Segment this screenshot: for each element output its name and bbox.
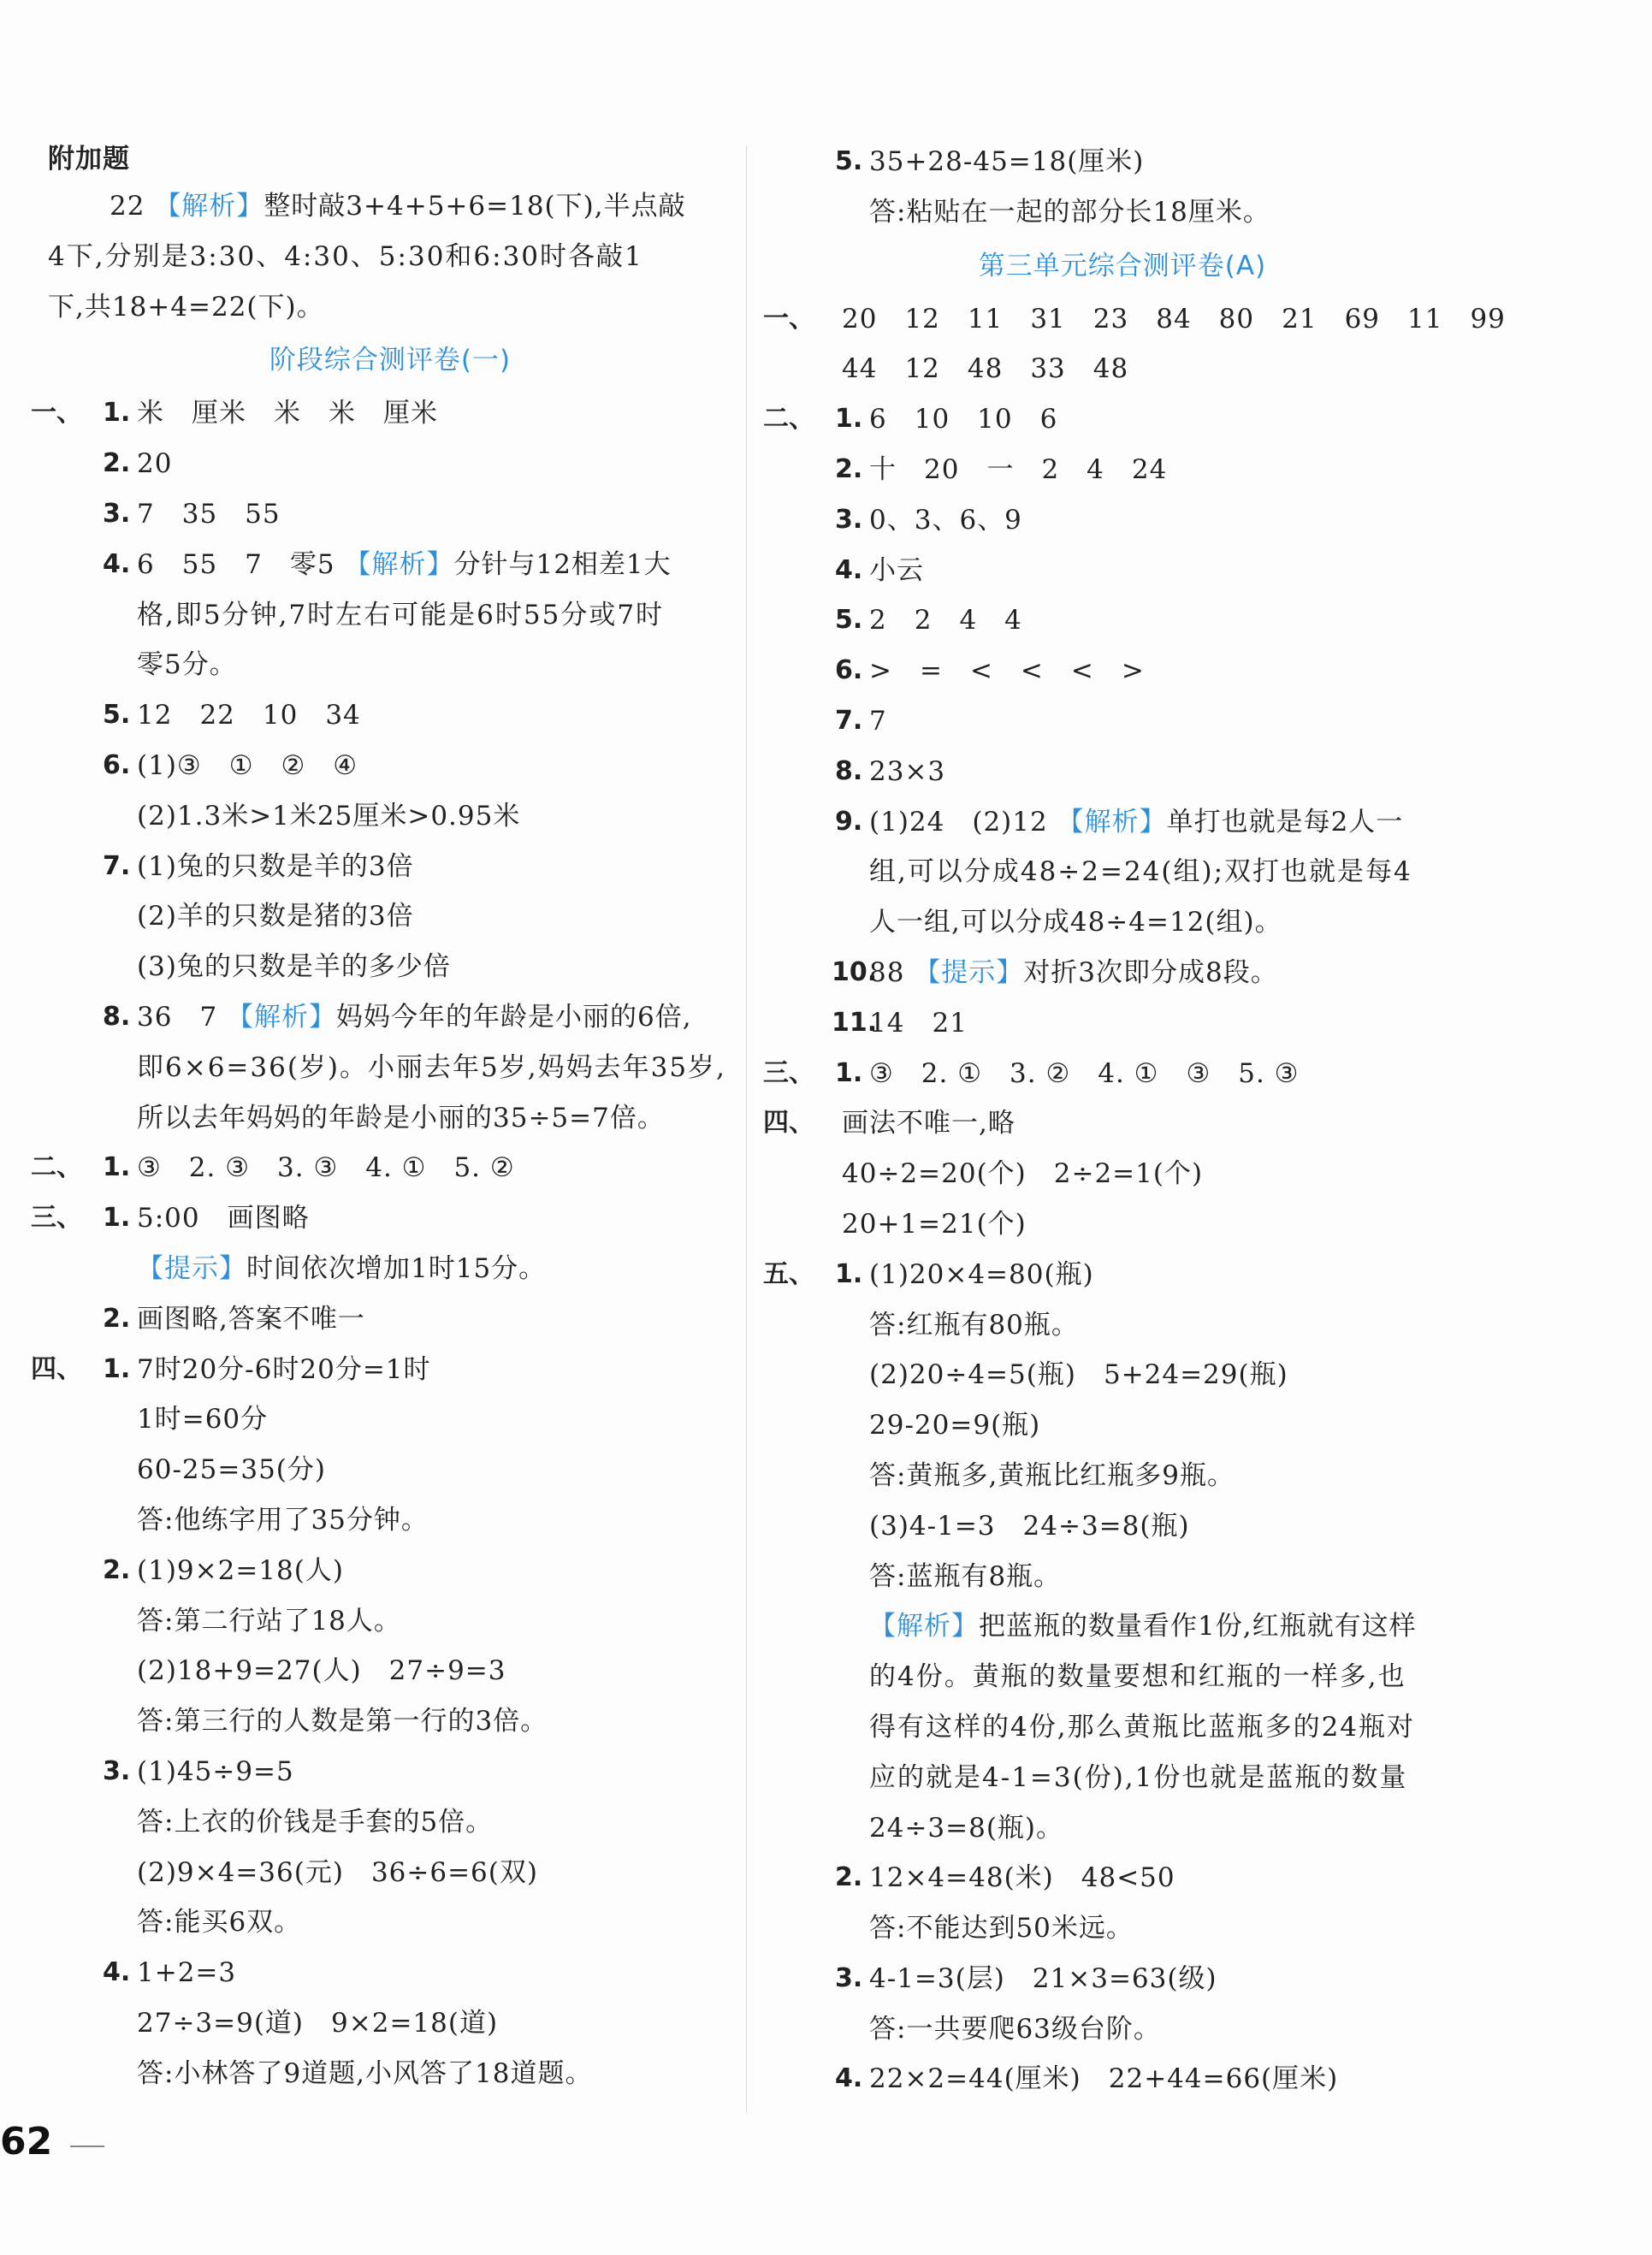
answer-line — [780, 998, 1465, 1049]
question-number: 4. — [835, 554, 863, 585]
answer-line — [763, 1250, 1465, 1300]
answer-line — [780, 1300, 1465, 1351]
answer-text — [137, 1294, 365, 1345]
answer-line — [780, 897, 1465, 948]
question-number: 11. — [832, 1007, 878, 1038]
answer-value: 20+1=21(个) — [842, 1208, 1027, 1240]
answer-line — [780, 1803, 1465, 1854]
right-column — [763, 137, 1506, 2104]
answer-value: (1)9×2=18(人) — [137, 1554, 344, 1586]
answer-text — [137, 942, 451, 992]
answer-line — [48, 1294, 732, 1345]
answer-text — [137, 1445, 326, 1495]
answer-value: 的4份。黄瓶的数量要想和红瓶的一样多,也 — [869, 1661, 1406, 1693]
section-label: 二、 — [31, 1152, 82, 1183]
answer-value: 组,可以分成48÷2=24(组);双打也就是每4 — [869, 856, 1412, 888]
answer-value: 答:小林答了9道题,小风答了18道题。 — [137, 2057, 593, 2089]
answer-line — [48, 1596, 732, 1647]
page-number: 62 — [0, 2120, 53, 2163]
question-number: 3. — [835, 1962, 863, 1993]
answer-value: 20 — [137, 448, 173, 480]
answer-text — [137, 540, 672, 590]
answer-value: 6 55 7 零5 — [137, 548, 345, 580]
answer-value: 60-25=35(分) — [137, 1454, 326, 1486]
answer-text — [842, 1199, 1027, 1250]
note-tag: 【解析】 — [869, 1611, 979, 1642]
answer-line — [780, 1552, 1465, 1602]
answer-line — [780, 344, 1465, 394]
answer-text — [869, 1954, 1217, 2004]
answer-text — [137, 1093, 665, 1144]
answer-text — [869, 1400, 1040, 1451]
answer-text — [137, 741, 358, 791]
answer-line — [780, 1652, 1465, 1702]
question-number: 6. — [103, 749, 131, 780]
answer-value: 20 12 11 31 23 84 80 21 69 11 99 — [842, 303, 1506, 334]
section-label: 三、 — [31, 1203, 82, 1234]
note-text: 时间依次增加1时15分。 — [246, 1252, 547, 1284]
question-number: 4. — [103, 548, 131, 579]
answer-line — [763, 1049, 1465, 1099]
question-number: 2. — [835, 453, 863, 484]
answer-value: 答:蓝瓶有8瓶。 — [869, 1560, 1062, 1592]
answer-value: (2)9×4=36(元) 36÷6=6(双) — [137, 1856, 538, 1888]
answer-value: (1)24 (2)12 — [869, 806, 1057, 837]
section-label: 二、 — [763, 404, 814, 435]
answer-value: (1)兔的只数是羊的3倍 — [137, 850, 414, 882]
answer-text — [869, 595, 1022, 646]
section-heading: 附加题 — [48, 144, 130, 175]
answer-line — [48, 1394, 732, 1445]
answer-line — [48, 942, 732, 992]
answer-value: 44 12 48 33 48 — [842, 353, 1129, 385]
question-number: 1. — [835, 1258, 863, 1289]
answer-text — [869, 1552, 1061, 1602]
answer-line — [48, 1948, 732, 1998]
answer-text — [869, 1601, 1417, 1652]
answer-line — [780, 1451, 1465, 1501]
answer-line — [780, 1601, 1465, 1652]
answer-value: 22×2=44(厘米) 22+44=66(厘米) — [869, 2063, 1339, 2095]
answer-text — [137, 1797, 493, 1848]
answer-line — [48, 1696, 732, 1747]
answer-value: ③ 2. ① 3. ② 4. ① ③ 5. ③ — [869, 1057, 1300, 1089]
answer-text — [137, 590, 664, 641]
answer-line — [31, 1345, 732, 1395]
answer-text — [869, 948, 1278, 998]
answer-value: 24÷3=8(瓶)。 — [869, 1812, 1064, 1844]
answer-line — [780, 1753, 1465, 1803]
answer-text — [137, 1193, 310, 1244]
answer-line — [763, 394, 1465, 445]
answer-text — [137, 2049, 592, 2099]
note-text: 把蓝瓶的数量看作1份,红瓶就有这样 — [979, 1611, 1417, 1642]
section-label: 五、 — [763, 1258, 814, 1289]
answer-text — [137, 1897, 301, 1948]
answer-value: 12×4=48(米) 48<50 — [869, 1862, 1175, 1894]
answer-text — [137, 1043, 726, 1093]
answer-value: 1时=60分 — [137, 1404, 269, 1435]
answer-line — [780, 1954, 1465, 2004]
answer-value: 格,即5分钟,7时左右可能是6时55分或7时 — [137, 599, 665, 630]
answer-line — [31, 388, 732, 439]
answer-line — [48, 741, 732, 791]
answer-value: 人一组,可以分成48÷4=12(组)。 — [869, 907, 1282, 938]
answer-text — [869, 1451, 1235, 1501]
question-number: 1. — [835, 1057, 863, 1088]
answer-line — [48, 842, 732, 892]
answer-line — [48, 590, 732, 641]
answer-value: 所以去年妈妈的年龄是小丽的35÷5=7倍。 — [137, 1102, 665, 1133]
answer-value: 米 厘米 米 米 厘米 — [137, 398, 438, 429]
answer-value: 4下,分别是3:30、4:30、5:30和6:30时各敲1 — [48, 240, 643, 272]
note-tag: 【提示】 — [137, 1252, 246, 1284]
answer-line — [48, 1747, 732, 1797]
note-text: 妈妈今年的年龄是小丽的6倍, — [336, 1001, 692, 1033]
note-text: 单打也就是每2人一 — [1166, 806, 1404, 837]
answer-line — [48, 1445, 732, 1495]
answer-line — [780, 2004, 1465, 2055]
answer-text — [869, 394, 1057, 445]
answer-text — [137, 1747, 294, 1797]
answer-line — [780, 847, 1465, 897]
answer-text — [137, 1546, 344, 1596]
question-number: 2. — [103, 1554, 131, 1585]
answer-value: 零5分。 — [137, 649, 237, 681]
answer-text — [137, 439, 172, 489]
answer-value: 答:上衣的价钱是手套的5倍。 — [137, 1806, 494, 1838]
answer-line — [48, 791, 732, 842]
answer-value: 27÷3=9(道) 9×2=18(道) — [137, 2007, 499, 2039]
answer-line — [780, 797, 1465, 848]
answer-text — [137, 1596, 401, 1647]
answer-text — [869, 1853, 1175, 1903]
answer-text — [869, 1300, 1079, 1351]
question-number: 1. — [103, 1203, 131, 1234]
answer-line — [48, 232, 732, 282]
answer-line — [780, 1199, 1465, 1250]
answer-line — [48, 891, 732, 942]
answer-text — [869, 2004, 1161, 2055]
question-number: 5. — [835, 146, 863, 176]
answer-text — [869, 187, 1270, 238]
column-divider — [746, 145, 747, 2113]
answer-text — [48, 232, 643, 282]
question-number: 2. — [103, 1303, 131, 1334]
answer-value: 40÷2=20(个) 2÷2=1(个) — [842, 1158, 1204, 1190]
answer-text — [137, 891, 414, 942]
section-heading: 阶段综合测评卷(一) — [269, 345, 512, 376]
answer-line — [48, 1093, 732, 1144]
answer-line — [48, 690, 732, 741]
answer-line — [780, 1903, 1465, 1954]
answer-text — [137, 1998, 498, 2049]
answer-line — [48, 1043, 732, 1093]
answer-value: 答:一共要爬63级台阶。 — [869, 2013, 1161, 2045]
answer-value: 7 — [869, 705, 887, 737]
answer-value: (1)20×4=80(瓶) — [869, 1258, 1094, 1290]
answer-text — [869, 1501, 1190, 1552]
answer-value: 得有这样的4份,那么黄瓶比蓝瓶多的24瓶对 — [869, 1711, 1416, 1743]
answer-value: 答:红瓶有80瓶。 — [869, 1309, 1079, 1341]
answer-value: 应的就是4-1=3(份),1份也就是蓝瓶的数量 — [869, 1761, 1408, 1793]
answer-text — [137, 791, 520, 842]
note-text: 整时敲3+4+5+6=18(下),半点敲 — [263, 191, 686, 222]
answer-value: (1)③ ① ② ④ — [137, 749, 358, 781]
answer-line — [780, 187, 1465, 238]
answer-text — [137, 1696, 548, 1747]
answer-value: 答:黄瓶多,黄瓶比红瓶多9瓶。 — [869, 1459, 1235, 1491]
question-number: 3. — [103, 498, 131, 529]
answer-line — [48, 1646, 732, 1696]
question-number: 9. — [835, 806, 863, 837]
answer-value: 即6×6=36(岁)。小丽去年5岁,妈妈去年35岁, — [137, 1051, 726, 1083]
answer-line — [780, 595, 1465, 646]
answer-line — [780, 1350, 1465, 1400]
answer-text — [869, 2054, 1338, 2104]
answer-line — [780, 495, 1465, 546]
answer-value: (2)20÷4=5(瓶) 5+24=29(瓶) — [869, 1359, 1288, 1391]
answer-text — [137, 992, 692, 1043]
answer-line — [48, 1897, 732, 1948]
answer-line — [48, 1546, 732, 1596]
answer-value: (3)兔的只数是羊的多少倍 — [137, 951, 451, 983]
question-number: 5. — [103, 700, 131, 731]
answer-value: 下,共18+4=22(下)。 — [48, 291, 324, 323]
answer-line — [780, 646, 1465, 696]
answer-line — [48, 439, 732, 489]
answer-line — [48, 992, 732, 1043]
answer-line — [48, 1244, 732, 1294]
answer-text — [110, 181, 686, 232]
question-number: 1. — [103, 398, 131, 429]
answer-line — [780, 747, 1465, 797]
question-number: 7. — [835, 705, 863, 736]
answer-value: 答:第二行站了18人。 — [137, 1605, 401, 1637]
answer-value: 36 7 — [137, 1001, 228, 1033]
answer-value: 小云 — [869, 554, 924, 586]
answer-text — [137, 1495, 429, 1546]
answer-value: 12 22 10 34 — [137, 700, 361, 731]
answer-text — [869, 546, 924, 596]
answer-line — [48, 1797, 732, 1848]
note-tag: 【解析】 — [1057, 806, 1167, 837]
answer-value: 答:他练字用了35分钟。 — [137, 1504, 429, 1536]
question-number: 8. — [103, 1001, 131, 1032]
answer-value: 4-1=3(层) 21×3=63(级) — [869, 1962, 1217, 1994]
note-text: 分针与12相差1大 — [453, 548, 672, 580]
answer-line — [780, 1853, 1465, 1903]
answer-value: 1+2=3 — [137, 1957, 237, 1989]
answer-value: (2)羊的只数是猪的3倍 — [137, 901, 414, 932]
question-number: 2. — [835, 1862, 863, 1893]
answer-value: (2)18+9=27(人) 27÷9=3 — [137, 1655, 506, 1687]
answer-line — [780, 546, 1465, 596]
answer-value: 22 — [110, 191, 155, 222]
section-label: 四、 — [31, 1353, 82, 1384]
answer-text — [137, 690, 361, 741]
answer-line — [780, 1702, 1465, 1753]
answer-text — [869, 847, 1412, 897]
answer-value: 14 21 — [869, 1007, 968, 1039]
answer-value: 88 — [869, 956, 915, 988]
note-tag: 【解析】 — [154, 191, 264, 222]
question-number: 4. — [103, 1957, 131, 1988]
question-number: 4. — [835, 2063, 863, 2094]
answer-text — [137, 842, 414, 892]
answer-text — [842, 344, 1128, 394]
answer-text — [137, 1394, 268, 1445]
answer-value: 5:00 画图略 — [137, 1203, 310, 1234]
answer-line — [31, 1143, 732, 1193]
answer-line — [780, 137, 1465, 187]
answer-text — [869, 445, 1167, 495]
answer-value: ③ 2. ③ 3. ③ 4. ① 5. ② — [137, 1152, 515, 1184]
answer-value: 画图略,答案不唯一 — [137, 1303, 365, 1335]
answer-text — [137, 1143, 515, 1193]
answer-text — [137, 1848, 538, 1898]
question-number: 10. — [832, 956, 878, 987]
section-label: 一、 — [31, 398, 82, 429]
answer-value: (2)1.3米>1米25厘米>0.95米 — [137, 800, 521, 832]
note-tag: 【提示】 — [914, 956, 1024, 988]
note-text: 对折3次即分成8段。 — [1023, 956, 1278, 988]
answer-line — [780, 1400, 1465, 1451]
answer-text — [842, 1149, 1203, 1199]
answer-text — [869, 1803, 1063, 1854]
answer-text — [842, 294, 1506, 345]
answer-line — [48, 2049, 732, 2099]
answer-text — [869, 1903, 1134, 1954]
answer-value: 答:第三行的人数是第一行的3倍。 — [137, 1706, 548, 1737]
answer-line — [763, 294, 1506, 345]
answer-value: (3)4-1=3 24÷3=8(瓶) — [869, 1510, 1190, 1542]
question-number: 8. — [835, 755, 863, 786]
note-tag: 【解析】 — [227, 1001, 337, 1033]
question-number: 3. — [835, 504, 863, 535]
answer-text — [869, 1652, 1406, 1702]
answer-line — [48, 181, 732, 232]
answer-text — [842, 1098, 1015, 1149]
answer-value: > = < < < > — [869, 655, 1145, 687]
answer-line — [48, 1495, 732, 1546]
answer-value: 2 2 4 4 — [869, 605, 1022, 636]
question-number: 6. — [835, 655, 863, 686]
answer-line — [48, 1848, 732, 1898]
answer-line — [780, 948, 1465, 998]
answer-value: 答:能买6双。 — [137, 1907, 302, 1938]
answer-value: 29-20=9(瓶) — [869, 1410, 1041, 1441]
answer-line — [763, 1098, 1465, 1149]
answer-line — [48, 540, 732, 590]
answer-text — [869, 897, 1282, 948]
answer-value: 答:不能达到50米远。 — [869, 1913, 1134, 1944]
answer-line — [780, 1501, 1465, 1552]
question-number: 3. — [103, 1755, 131, 1786]
answer-text — [869, 1049, 1299, 1099]
answer-value: 0、3、6、9 — [869, 504, 1022, 536]
answer-value: 7时20分-6时20分=1时 — [137, 1353, 431, 1385]
answer-value: 7 35 55 — [137, 498, 281, 530]
answer-text — [869, 696, 887, 747]
question-number: 7. — [103, 850, 131, 881]
answer-text — [869, 495, 1022, 546]
answer-value: 画法不唯一,略 — [842, 1108, 1015, 1139]
section-label: 三、 — [763, 1057, 814, 1088]
answer-text — [869, 646, 1145, 696]
answer-text — [137, 1646, 506, 1696]
answer-text — [869, 1702, 1415, 1753]
section-label: 一、 — [763, 303, 814, 334]
answer-value: 35+28-45=18(厘米) — [869, 146, 1145, 177]
answer-text — [869, 747, 945, 797]
question-number: 2. — [103, 448, 131, 479]
question-number: 1. — [103, 1353, 131, 1384]
answer-text — [137, 388, 438, 439]
answer-line — [780, 1149, 1465, 1199]
answer-text — [137, 489, 281, 540]
page-number-rule — [70, 2146, 104, 2147]
answer-text — [869, 1250, 1094, 1300]
answer-line — [48, 1998, 732, 2049]
left-column — [31, 137, 732, 2098]
answer-text — [137, 1948, 236, 1998]
answer-text — [869, 1753, 1407, 1803]
answer-text — [137, 640, 237, 690]
answer-line — [780, 445, 1465, 495]
note-tag: 【解析】 — [344, 548, 454, 580]
answer-text — [869, 998, 968, 1049]
section-heading: 第三单元综合测评卷(A) — [978, 250, 1267, 281]
answer-value: 十 20 一 2 4 24 — [869, 453, 1168, 485]
answer-text — [869, 797, 1403, 848]
answer-line — [31, 1193, 732, 1244]
answer-line — [780, 2054, 1465, 2104]
answer-line — [48, 640, 732, 690]
section-label: 四、 — [763, 1108, 814, 1139]
answer-value: 23×3 — [869, 755, 946, 787]
answer-line — [780, 696, 1465, 747]
answer-value: 答:粘贴在一起的部分长18厘米。 — [869, 196, 1270, 228]
question-number: 1. — [103, 1152, 131, 1183]
question-number: 1. — [835, 404, 863, 435]
answer-value: (1)45÷9=5 — [137, 1755, 294, 1787]
answer-text — [869, 137, 1144, 187]
answer-text — [137, 1345, 431, 1395]
answer-line — [48, 489, 732, 540]
answer-text — [48, 282, 324, 333]
answer-text — [869, 1350, 1288, 1400]
answer-value: 6 10 10 6 — [869, 404, 1058, 435]
answer-line — [48, 282, 732, 333]
answer-text — [137, 1244, 546, 1294]
question-number: 5. — [835, 605, 863, 636]
